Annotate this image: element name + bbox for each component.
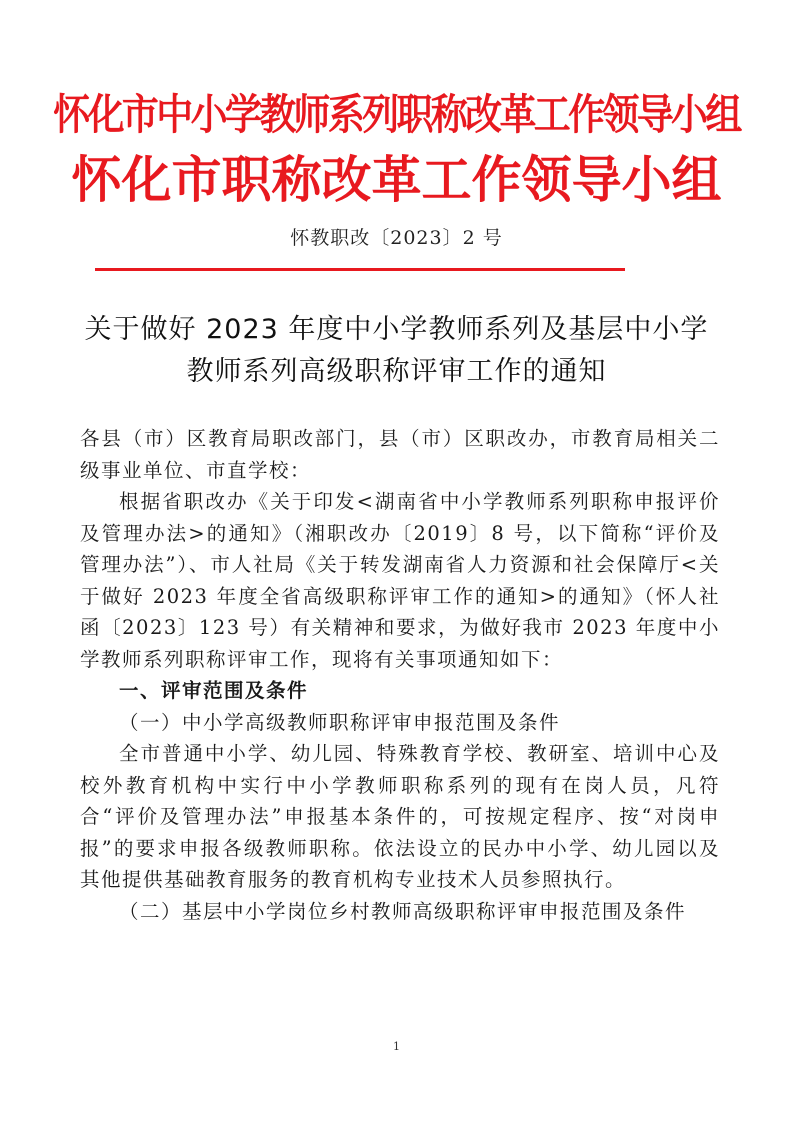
subsection-1-heading: （一）中小学高级教师职称评审申报范围及条件 bbox=[119, 710, 561, 734]
subsection-1-text: 全市普通中小学、幼儿园、特殊教育学校、教研室、培训中心及校外教育机构中实行中小学教师职称系列的现有在岗人员，凡符合“评价及管理办法”申报基本条件的，可按规定程序、按“对岗申报”的要求申报各级教师职称。依法设立的民办中小学、幼儿园以及其他提供基础教育服务的教育机构专业技术人员参照执行。 bbox=[80, 742, 720, 891]
document-title-line-1: 关于做好 2023 年度中小学教师系列及基层中小学 bbox=[84, 314, 709, 345]
document-number: 怀教职改〔2023〕2 号 bbox=[290, 227, 503, 249]
section-1-heading: 一、评审范围及条件 bbox=[119, 679, 309, 702]
issuer-header-line-1: 怀化市中小学教师系列职称改革工作领导小组 bbox=[53, 90, 740, 139]
intro-paragraph: 根据省职改办《关于印发<湖南省中小学教师系列职称申报评价及管理办法>的通知》（湘职改办〔2019〕8 号，以下简称“评价及管理办法”）、市人社局《关于转发湖南省人力资源和社会保障厅<关于做好 2023 年度全省高级职称评审工作的通知>的通知》（怀人社函〔2023〕123 号）有关精神和要求，为做好我市 2023 年度中小学教师系列职称评审工作，现将有关事项通知如下： bbox=[80, 490, 720, 671]
document-body bbox=[80, 423, 720, 927]
page-number: 1 bbox=[393, 1040, 400, 1053]
salutation: 各县（市）区教育局职改部门，县（市）区职改办，市教育局相关二级事业单位、市直学校： bbox=[80, 427, 720, 482]
document-title-line-2: 教师系列高级职称评审工作的通知 bbox=[186, 356, 607, 387]
issuer-header-line-2: 怀化市职称改革工作领导小组 bbox=[71, 151, 722, 209]
red-separator-line bbox=[95, 268, 625, 271]
subsection-2-heading: （二）基层中小学岗位乡村教师高级职称评审申报范围及条件 bbox=[119, 899, 687, 923]
